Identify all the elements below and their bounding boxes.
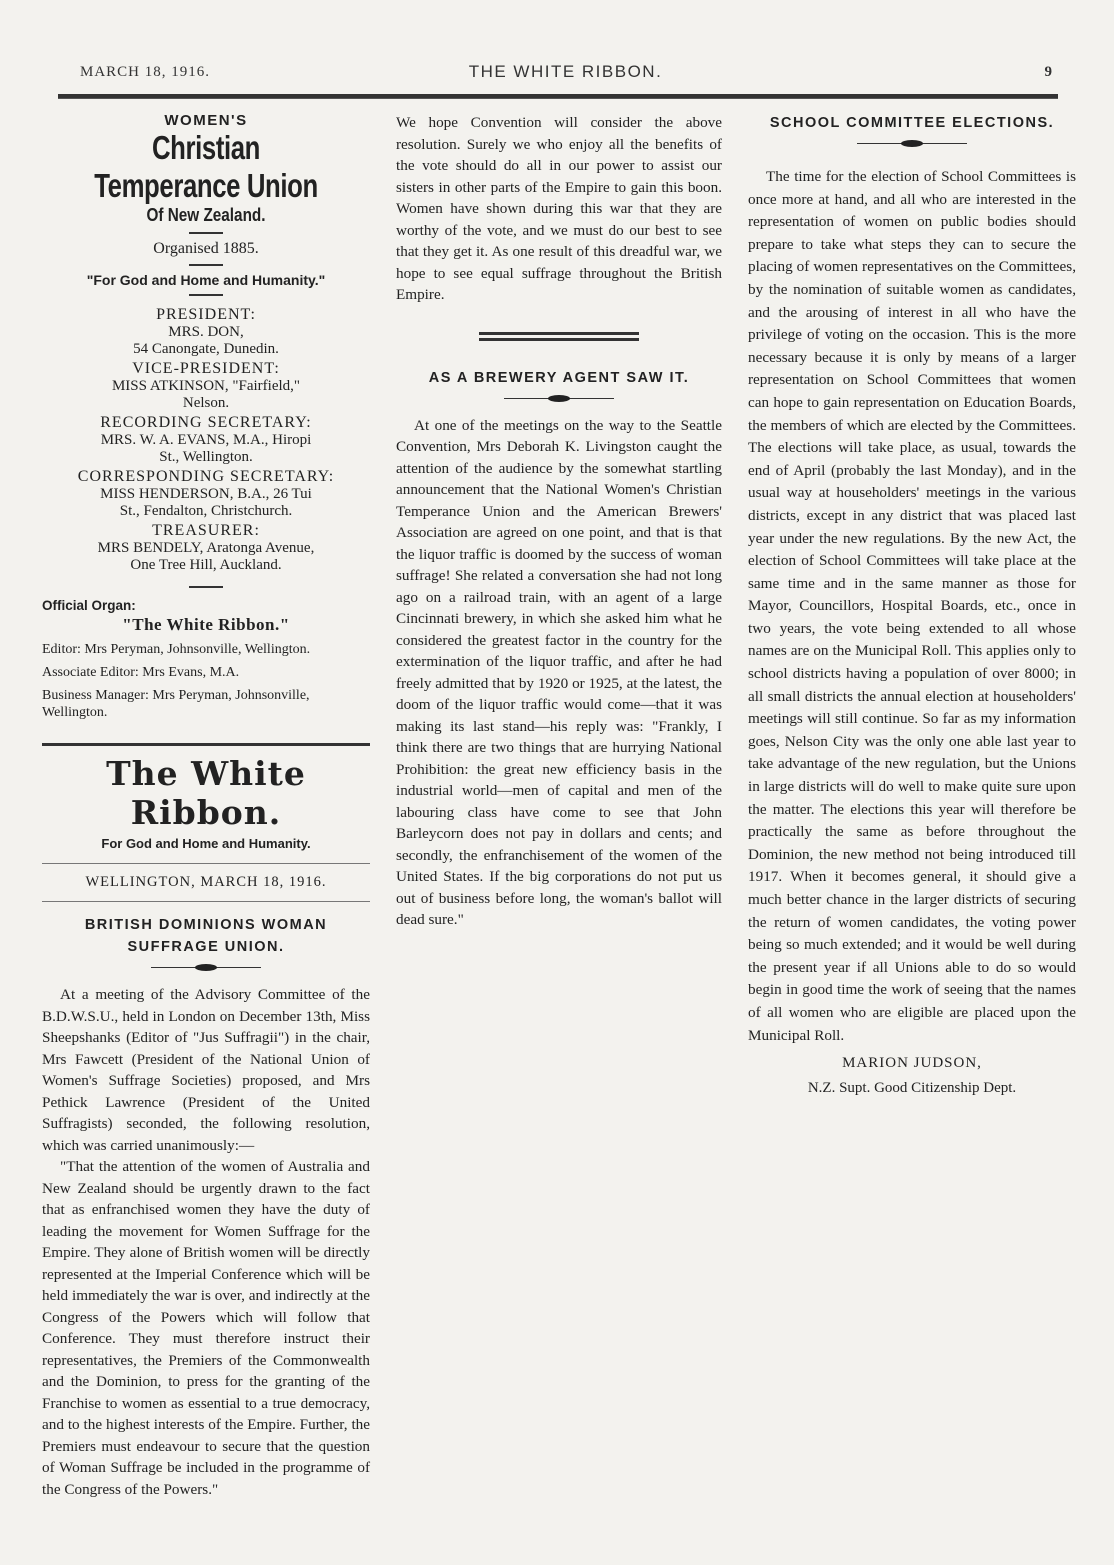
header-rule <box>58 94 1058 99</box>
column-middle <box>396 112 722 931</box>
column-right <box>748 112 1076 1097</box>
header-title: THE WHITE RIBBON. <box>468 62 663 81</box>
article-paragraph: "That the attention of the women of Australia and New Zealand should be urgently drawn to the fact that as enfranchised women they have the duty of leading the movement for Women Suffrage for the Empire. They alone of British women will be directly represented at the Imperial Conference which will be held immediately the war is over, and indirectly at the Congress of the Powers which will follow that Conference. They must therefore instruct their representatives, the Premiers of the Commonwealth and the Dominion, to press for the granting of the Franchise to women as essential to a true democracy, and to the highest interests of the Empire. Further, the Premiers must endeavour to secure that the question of Woman Suffrage be included in the programme of the Congress of the Powers." <box>42 1158 370 1498</box>
divider <box>189 264 223 266</box>
officer-address: St., Wellington. <box>159 449 253 465</box>
wctu-name: Christian Temperance Union <box>94 129 318 204</box>
divider <box>189 232 223 234</box>
article-paragraph: The time for the election of School Committees is once more at hand, and all who are interested in the representation of women on public bodies should prepare to take what steps they can to secure the placing of women representatives on the Committees, by the nomination of suitable women as candidates, and the arousing of interest in all who have the privilege of voting on the occasion. This is the more necessary because it is only by means of a larger representation on School Committees that women can hope to gain representation on Education Boards, the members of which are elected by the Committees. The elections will take place, as usual, towards the end of April (probably the last Monday), and in the usual way at householders' meetings in the various districts, except in any district that was placed last year under the new regulations. By the new Act, the election of School Committees will take place at the same time and in the same manner as those for Mayor, Councillors, Hospital Boards, etc., once in two years, the vote being extended to all whose names are on the Municipal Roll. This applies only to school districts having a population of over 8000; in all small districts the annual election at householders' meetings will still continue. So far as my information goes, Nelson City was the only one able last year to take advantage of the new regulation, but the Unions in large districts will do well to make quite sure upon the matter. The elections this year will therefore be practically the same as before throughout the Dominion, the new method not being introduced till 1917. When it becomes general, it should give a much better chance in the larger districts of securing the return of women candidates, the voting power being so much extended; and it would be well during the present year if all Unions able to do so would begin in good time the work of seeing that the names of all women who are eligible are placed upon the Municipal Roll. <box>748 168 1076 1044</box>
divider <box>42 743 370 746</box>
officer-role: VICE-PRESIDENT: <box>132 360 280 377</box>
masthead-title: The White Ribbon. <box>106 754 306 832</box>
officer-name: MISS HENDERSON, B.A., 26 Tui <box>100 486 312 502</box>
divider <box>189 586 223 588</box>
article-heading: SCHOOL COMMITTEE ELECTIONS. <box>769 115 1055 131</box>
officer-name: MRS BENDELY, Aratonga Avenue, <box>97 540 315 556</box>
wctu-motto: "For God and Home and Humanity." <box>86 272 326 288</box>
divider <box>42 901 370 902</box>
article-paragraph: At a meeting of the Advisory Committee of the B.D.W.S.U., held in London on December 13th, Miss Sheepshanks (Editor of "Jus Suffragii") in the chair, Mrs Fawcett (President of the National Union of Women's Suffrage Societies) proposed, and Mrs Pethick Lawrence (President of the United Suffragists) seconded, the following resolution, which was carried unanimously:— <box>42 986 370 1154</box>
officer-address: St., Fendalton, Christchurch. <box>119 503 293 519</box>
business-manager-line: Business Manager: Mrs Peryman, Johnsonville, Wellington. <box>42 688 310 720</box>
officers-list <box>42 306 370 574</box>
officer-role: CORRESPONDING SECRETARY: <box>77 468 335 485</box>
article-paragraph: At one of the meetings on the way to the Seattle Convention, Mrs Deborah K. Livingston caught the attention of the audience by the somewhat startling announcement that the National Women's Christian Temperance Union and the American Brewers' Association are agreed on one point, and that is that the liquor traffic is doomed by the success of woman suffrage! She related a conversation she had not long ago on a railroad train, with an agent of a large Cincinnati brewery, in which she asked him what he considered the greatest factor in the country for the extermination of the liquor traffic, and after he had freely admitted that by 1920 or 1925, at the latest, the doom of the liquor traffic would come—that it was making its last stand—his reply was: "Frankly, I think there are two things that are hurrying National Prohibition: the great new efficiency basis in the industrial world—men of capital and men of the labouring class have come to see that John Barleycorn does not pay in dollars and cents; and secondly, the enfranchisement of the women of the United States. If the big corporations do not put us out of business before long, the woman's ballot will dead sure." <box>396 416 722 928</box>
column-left <box>42 112 370 1498</box>
ornament-divider <box>857 140 967 148</box>
officer-role: PRESIDENT: <box>156 306 256 323</box>
page-number: 9 <box>1044 64 1053 80</box>
signature-title: N.Z. Supt. Good Citizenship Dept. <box>807 1080 1017 1097</box>
officer-name: MISS ATKINSON, "Fairfield," <box>111 378 301 394</box>
divider <box>42 863 370 864</box>
officer-address: 54 Canongate, Dunedin. <box>133 341 279 357</box>
associate-editor-line: Associate Editor: Mrs Evans, M.A. <box>42 665 240 680</box>
officer-address: Nelson. <box>182 395 230 411</box>
officer-address: One Tree Hill, Auckland. <box>130 557 282 573</box>
wctu-region: Of New Zealand. <box>146 205 266 225</box>
official-organ-label: Official Organ: <box>42 598 136 613</box>
officer-name: MRS. W. A. EVANS, M.A., Hiropi <box>100 432 312 448</box>
official-organ: "The White Ribbon." <box>122 615 290 634</box>
article-heading: BRITISH DOMINIONS WOMAN SUFFRAGE UNION. <box>84 917 328 955</box>
wctu-women-label: WOMEN'S <box>164 112 248 129</box>
article-heading: AS A BREWERY AGENT SAW IT. <box>428 369 690 386</box>
header-date: MARCH 18, 1916. <box>80 64 211 80</box>
ornament-divider <box>504 395 614 403</box>
divider <box>189 294 223 296</box>
masthead-motto: For God and Home and Humanity. <box>101 836 311 851</box>
wctu-organised: Organised 1885. <box>153 240 259 257</box>
page-header <box>78 62 1053 88</box>
officer-role: RECORDING SECRETARY: <box>100 414 312 431</box>
section-divider <box>479 332 639 341</box>
ornament-divider <box>151 964 261 972</box>
officer-role: TREASURER: <box>152 522 260 539</box>
editor-line: Editor: Mrs Peryman, Johnsonville, Wellington. <box>42 642 311 657</box>
masthead-dateline: WELLINGTON, MARCH 18, 1916. <box>85 874 327 890</box>
article-paragraph: We hope Convention will consider the above resolution. Surely we who enjoy all the benefits of the vote should do all in our power to assist our sisters in other parts of the Empire to gain this boon. Women have shown during this war that they are worthy of the vote, and we must do our best to see that they get it. As one result of this dreadful war, we hope to see equal suffrage throughout the British Empire. <box>396 114 722 303</box>
signature-name: MARION JUDSON, <box>842 1055 982 1072</box>
officer-name: MRS. DON, <box>168 324 244 340</box>
